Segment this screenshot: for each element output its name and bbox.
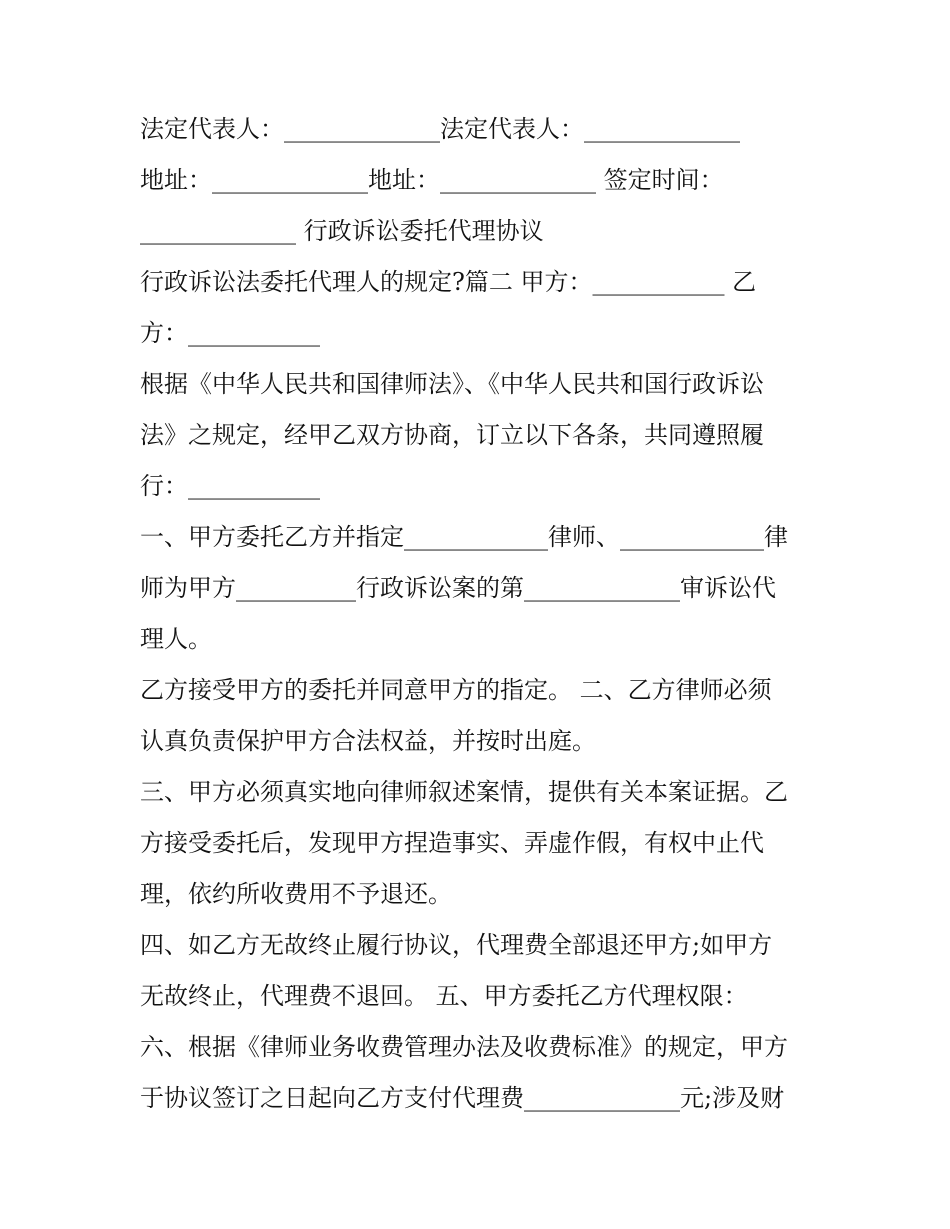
text-line: 法》之规定，经甲乙双方协商，订立以下各条，共同遵照履 bbox=[140, 421, 764, 449]
text-line: 方：___________ bbox=[140, 319, 320, 347]
text-line: 根据《中华人民共和国律师法》、《中华人民共和国行政诉讼 bbox=[140, 370, 764, 398]
text-line: 方接受委托后，发现甲方捏造事实、弄虚作假，有权中止代 bbox=[140, 829, 764, 857]
text-line: 理，依约所收费用不予退还。 bbox=[140, 880, 452, 908]
text-line: 地址：_____________地址：_____________ 签定时间： bbox=[140, 166, 724, 194]
text-line: _____________ 行政诉讼委托代理协议 bbox=[140, 217, 544, 245]
text-line: 法定代表人：_____________法定代表人：_____________ bbox=[140, 115, 740, 143]
text-line: 师为甲方__________行政诉讼案的第_____________审诉讼代 bbox=[140, 574, 776, 602]
text-line: 乙方接受甲方的委托并同意甲方的指定。 二、乙方律师必须 bbox=[140, 676, 772, 704]
text-line: 认真负责保护甲方合法权益，并按时出庭。 bbox=[140, 727, 596, 755]
text-line: 理人。 bbox=[140, 625, 212, 653]
text-line: 一、甲方委托乙方并指定____________律师、____________律 bbox=[140, 523, 788, 551]
text-line: 行政诉讼法委托代理人的规定?篇二 甲方：___________ 乙 bbox=[140, 268, 757, 296]
text-line: 四、如乙方无故终止履行协议，代理费全部退还甲方;如甲方 bbox=[140, 931, 773, 959]
text-line: 于协议签订之日起向乙方支付代理费_____________元;涉及财 bbox=[140, 1084, 785, 1112]
text-line: 六、根据《律师业务收费管理办法及收费标准》的规定，甲方 bbox=[140, 1033, 788, 1061]
text-line: 无故终止，代理费不退回。 五、甲方委托乙方代理权限： bbox=[140, 982, 748, 1010]
text-line: 行：___________ bbox=[140, 472, 320, 500]
text-line: 三、甲方必须真实地向律师叙述案情，提供有关本案证据。乙 bbox=[140, 778, 788, 806]
